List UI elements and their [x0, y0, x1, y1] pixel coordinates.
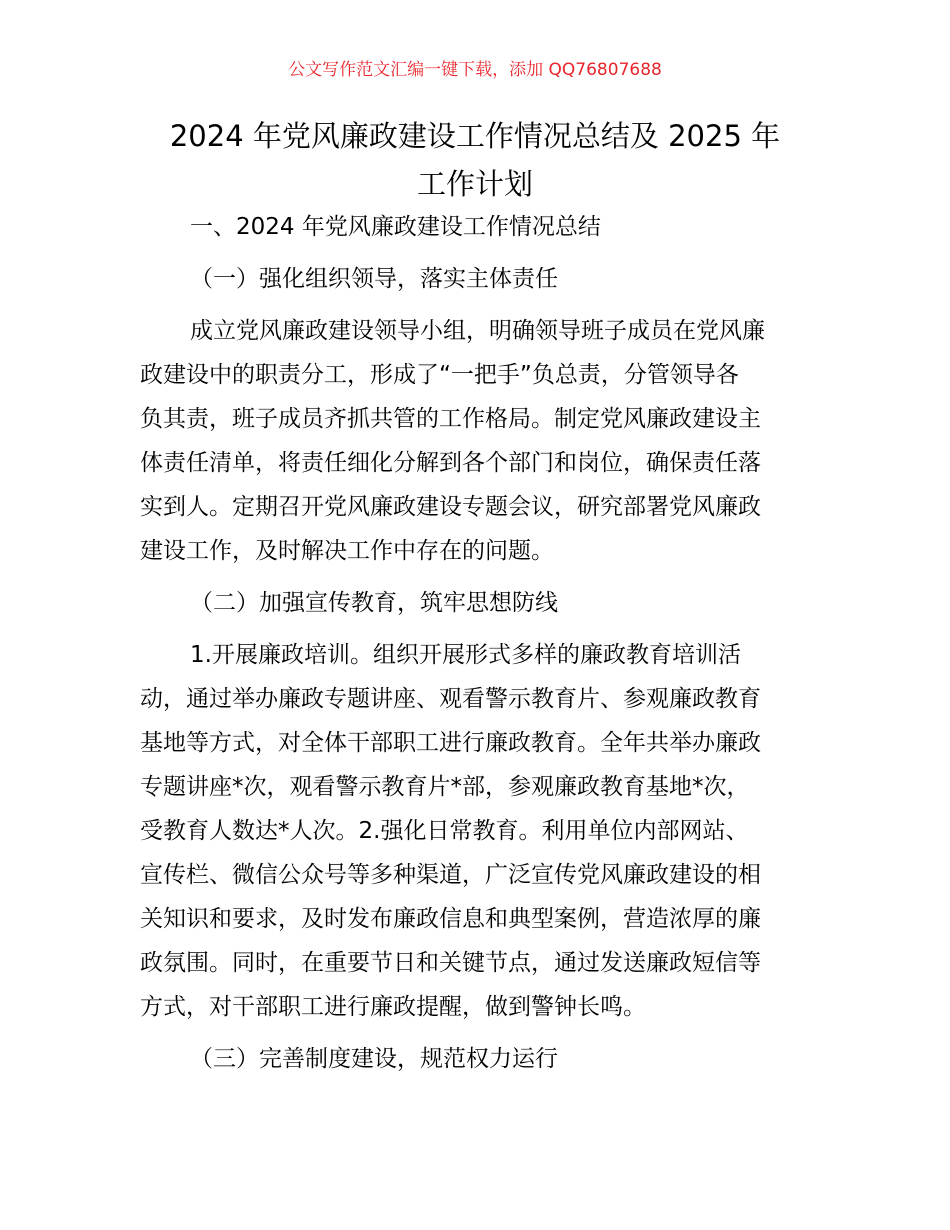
paragraph-line: 专题讲座*次，观看警示教育片*部，参观廉政教育基地*次， [140, 774, 750, 800]
paragraph-line: 负其责，班子成员齐抓共管的工作格局。制定党风廉政建设主 [140, 406, 761, 432]
paragraph-line: 宣传栏、微信公众号等多种渠道，广泛宣传党风廉政建设的相 [140, 862, 761, 888]
paragraph [140, 314, 812, 568]
paragraph-line: 实到人。定期召开党风廉政建设专题会议，研究部署党风廉政 [140, 494, 761, 520]
paragraph [140, 638, 812, 1024]
paragraph-line: 体责任清单，将责任细化分解到各个部门和岗位，确保责任落 [140, 450, 761, 476]
paragraph-line: 基地等方式，对全体干部职工进行廉政教育。全年共举办廉政 [140, 730, 761, 756]
download-ad-banner[interactable] [0, 58, 950, 82]
subsection-heading: （二）加强宣传教育，筑牢思想防线 [190, 590, 558, 616]
paragraph-line: 方式，对干部职工进行廉政提醒，做到警钟长鸣。 [140, 994, 646, 1020]
title-line: 工作计划 [416, 167, 533, 201]
document-body [140, 210, 812, 1094]
subsection-heading: （一）强化组织领导，落实主体责任 [190, 266, 558, 292]
paragraph-line: 政氛围。同时，在重要节日和关键节点，通过发送廉政短信等 [140, 950, 761, 976]
document-title [140, 112, 810, 208]
section-heading: 一、2024 年党风廉政建设工作情况总结 [190, 214, 601, 240]
download-ad-text[interactable]: 公文写作范文汇编一键下载，添加 QQ76807688 [288, 60, 662, 80]
paragraph-line: 成立党风廉政建设领导小组，明确领导班子成员在党风廉 [190, 318, 765, 344]
paragraph-line: 政建设中的职责分工，形成了“一把手”负总责，分管领导各 [140, 362, 739, 388]
paragraph-line: 关知识和要求，及时发布廉政信息和典型案例，营造浓厚的廉 [140, 906, 761, 932]
subsection-heading: （三）完善制度建设，规范权力运行 [190, 1046, 558, 1072]
paragraph-line: 1.开展廉政培训。组织开展形式多样的廉政教育培训活 [190, 642, 741, 668]
paragraph-line: 动，通过举办廉政专题讲座、观看警示教育片、参观廉政教育 [140, 686, 761, 712]
paragraph-line: 建设工作，及时解决工作中存在的问题。 [140, 538, 554, 564]
title-line: 2024 年党风廉政建设工作情况总结及 2025 年 [169, 119, 781, 153]
paragraph-line: 受教育人数达*人次。2.强化日常教育。利用单位内部网站、 [140, 818, 749, 844]
